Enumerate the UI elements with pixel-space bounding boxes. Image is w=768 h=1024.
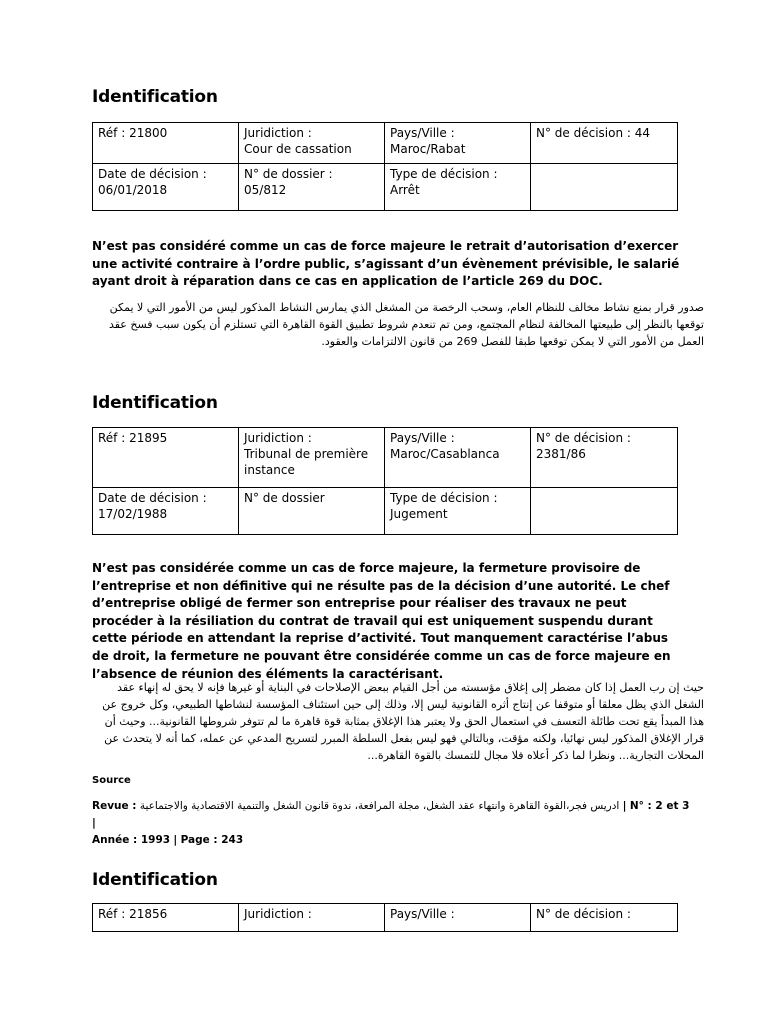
- summary-ar-1: صدور قرار بمنع نشاط مخالف للنظام العام، وسحب الرخصة من المشغل الذي يمارس النشاط المذكور ليس من الأمور التي لا يمكن توقعها بالنظر إلى طبيعتها المخالفة لنظام المجتمع، ومن تم تنعدم شروط تطبيق القوة القاهرة التي تستلزم أن يكون سبب فسخ عقد العمل من الأمور التي لا يمكن توقعها طبقا للفصل 269 من قانون الالتزامات والعقود.: [108, 301, 704, 348]
- type-decision-cell: Type de décision : Jugement: [385, 488, 531, 535]
- summary-ar-2: حيث إن رب العمل إذا كان مضطر إلى إغلاق مؤسسته من أجل القيام ببعض الإصلاحات في البناية أو غيرها فإنه لا يحق له إنهاء عقد الشغل الذي يظل معلقا أو متوقفا عن إنتاج أثره القانونية ليس إلا، وذلك إلى حين استئناف المؤسسة لنشاطها الطبيعي، وكل خروج عن هذا المبدأ يقع تحت طائلة التعسف في استعمال الحق ولا يعتبر هذا الإغلاق بمثابة قوة قاهرة ما لم تتوفر شروطها القانونية... وحيث أن قرار الإغلاق المذكور ليس نهائيا، ولكنه مؤقت، وبالتالي فهو ليس بفعل السلطة المبرر لتسريح المدعي عن عمله، كما أنه لا يتحدث عن المحلات التجارية... ونظرا لما ذكر أعلاه فلا مجال للتمسك بالقوة القاهرة...: [102, 681, 704, 762]
- pays-ville-cell: Pays/Ville : Maroc/Casablanca: [385, 428, 531, 488]
- source-label: Source: [92, 775, 131, 786]
- date-decision-cell: Date de décision : 17/02/1988: [93, 488, 239, 535]
- separator: |: [92, 817, 96, 829]
- summary-fr-1: N’est pas considéré comme un cas de force majeure le retrait d’autorisation d’exercer une activité contraire à l’ordre public, s’agissant d’un évènement prévisible, le salarié ayant droit à réparation dans ce cas en application de l’article 269 du DOC.: [92, 239, 680, 289]
- juridiction-cell: Juridiction : Cour de cassation: [239, 123, 385, 164]
- empty-cell: [531, 488, 678, 535]
- identification-heading-1: Identification: [92, 87, 218, 107]
- ref-cell: Réf : 21856: [93, 904, 239, 932]
- page-label: Page : 243: [180, 834, 244, 846]
- juridiction-cell: Juridiction : Tribunal de première instance: [239, 428, 385, 488]
- identification-table-3: [92, 903, 678, 932]
- revue-reference: [92, 798, 692, 849]
- revue-label: Revue :: [92, 800, 137, 812]
- numero-label: N° : 2 et 3: [629, 800, 690, 812]
- annee-label: Année : 1993: [92, 834, 171, 846]
- identification-heading-2: Identification: [92, 393, 218, 413]
- pays-ville-cell: Pays/Ville :: [385, 904, 531, 932]
- num-decision-cell: N° de décision : 2381/86: [531, 428, 678, 488]
- identification-heading-3: Identification: [92, 870, 218, 890]
- num-decision-cell: N° de décision :: [531, 904, 678, 932]
- num-dossier-cell: N° de dossier : 05/812: [239, 164, 385, 211]
- num-dossier-cell: N° de dossier: [239, 488, 385, 535]
- num-decision-cell: N° de décision : 44: [531, 123, 678, 164]
- pays-ville-cell: Pays/Ville : Maroc/Rabat: [385, 123, 531, 164]
- identification-table-2: [92, 427, 678, 535]
- summary-fr-2: N’est pas considérée comme un cas de force majeure, la fermeture provisoire de l’entreprise et non définitive qui ne résulte pas de la décision d’une autorité. Le chef d’entreprise obligé de fermer son entreprise pour réaliser des travaux ne peut procéder à la résiliation du contrat de travail qui est uniquement suspendu durant cette période en attendant la reprise d’activité. Tout manquement caractérise l’abus de droit, la fermeture ne pouvant être considérée comme un cas de force majeure en l’absence de réunion des éléments la caractérisant.: [92, 561, 671, 681]
- type-decision-cell: Type de décision : Arrêt: [385, 164, 531, 211]
- revue-text: ادريس فجر،القوة القاهرة وانتهاء عقد الشغل، مجلة المرافعة، ندوة قانون الشغل والتنمية الاقتصادية والاجتماعية: [139, 800, 620, 812]
- date-decision-cell: Date de décision : 06/01/2018: [93, 164, 239, 211]
- empty-cell: [531, 164, 678, 211]
- separator: |: [173, 834, 178, 846]
- ref-cell: Réf : 21800: [93, 123, 239, 164]
- juridiction-cell: Juridiction :: [239, 904, 385, 932]
- ref-cell: Réf : 21895: [93, 428, 239, 488]
- separator: |: [622, 800, 627, 812]
- identification-table-1: [92, 122, 678, 211]
